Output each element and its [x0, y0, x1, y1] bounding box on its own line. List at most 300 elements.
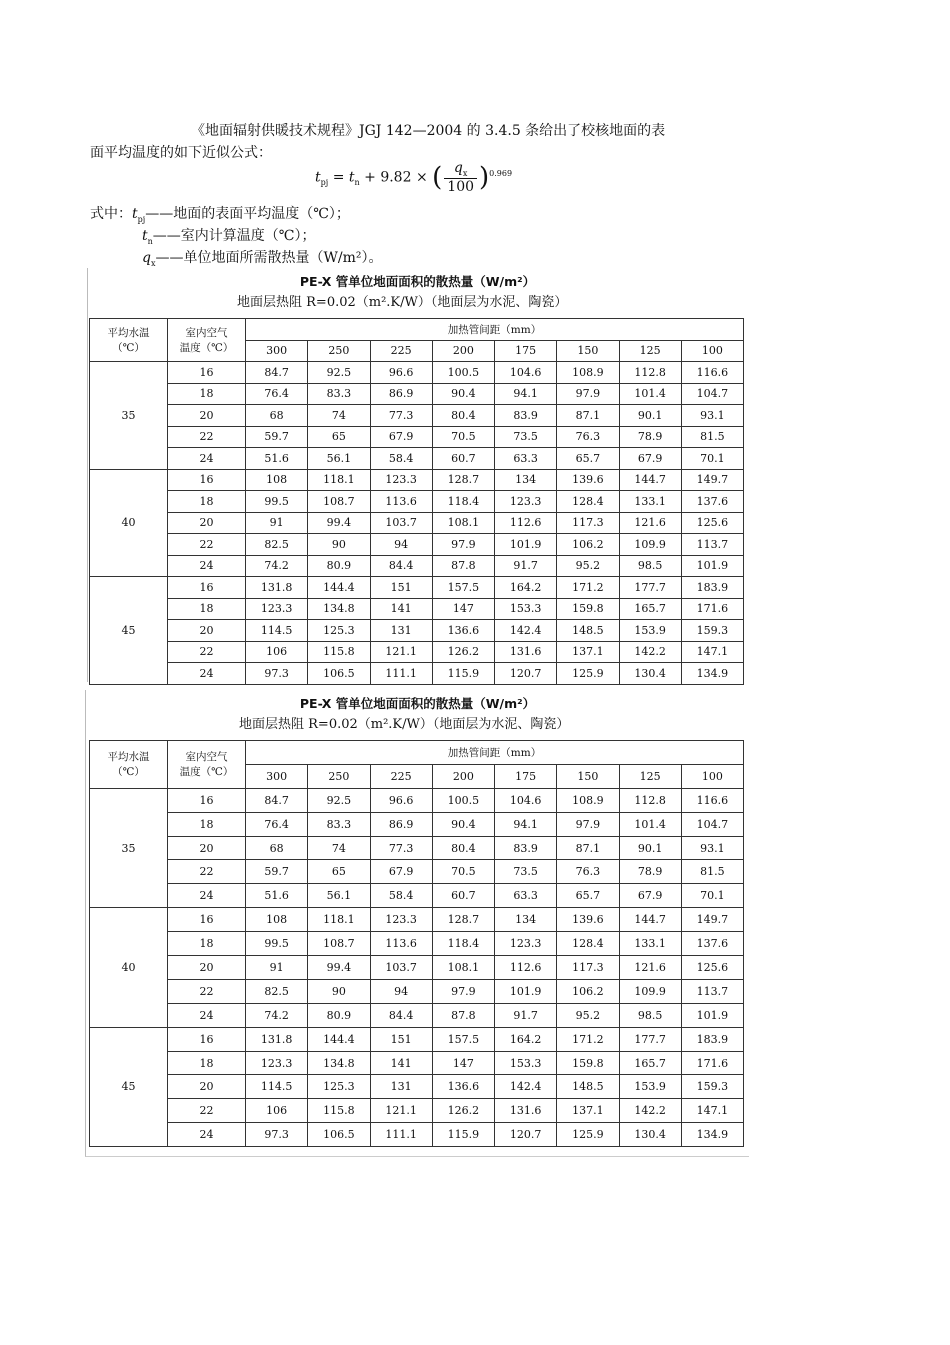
- heat-value-cell: 104.6: [495, 362, 557, 384]
- definition-symbol-sub: x: [150, 258, 156, 268]
- heat-value-cell: 101.9: [681, 1003, 743, 1027]
- heat-value-cell: 84.4: [370, 555, 432, 577]
- heat-value-cell: 109.9: [619, 979, 681, 1003]
- table-row: [90, 932, 744, 956]
- heat-value-cell: 118.1: [308, 908, 370, 932]
- table-row: [90, 1099, 744, 1123]
- heat-value-cell: 157.5: [432, 1027, 494, 1051]
- heat-value-cell: 67.9: [370, 426, 432, 448]
- heat-value-cell: 90.4: [432, 383, 494, 405]
- heat-value-cell: 90.1: [619, 836, 681, 860]
- heat-value-cell: 117.3: [557, 512, 619, 534]
- heat-value-cell: 159.3: [681, 620, 743, 642]
- heat-value-cell: 98.5: [619, 555, 681, 577]
- heat-value-cell: 99.5: [246, 932, 308, 956]
- heat-value-cell: 147.1: [681, 1099, 743, 1123]
- heat-value-cell: 106.2: [557, 534, 619, 556]
- spacing-header-cell: 175: [495, 764, 557, 788]
- table-row: [90, 1075, 744, 1099]
- table-row: [90, 491, 744, 513]
- heat-value-cell: 108.1: [432, 956, 494, 980]
- heat-value-cell: 84.7: [246, 788, 308, 812]
- air-temp-cell: 16: [168, 788, 246, 812]
- heat-value-cell: 108.9: [557, 788, 619, 812]
- heat-value-cell: 141: [370, 1051, 432, 1075]
- heat-value-cell: 123.3: [246, 1051, 308, 1075]
- heat-value-cell: 95.2: [557, 1003, 619, 1027]
- table-row: [90, 534, 744, 556]
- table-row: [90, 405, 744, 427]
- heat-value-cell: 131.8: [246, 1027, 308, 1051]
- table-row: [90, 956, 744, 980]
- heat-value-cell: 100.5: [432, 788, 494, 812]
- heat-value-cell: 108: [246, 469, 308, 491]
- heat-value-cell: 97.9: [432, 534, 494, 556]
- heat-value-cell: 80.4: [432, 405, 494, 427]
- heat-value-cell: 76.4: [246, 383, 308, 405]
- heat-value-cell: 153.9: [619, 620, 681, 642]
- heat-value-cell: 151: [370, 1027, 432, 1051]
- heat-value-cell: 65.7: [557, 448, 619, 470]
- heat-value-cell: 67.9: [370, 860, 432, 884]
- air-temp-cell: 18: [168, 491, 246, 513]
- header-air-temp: [168, 319, 246, 362]
- header-air-temp-label: 室内空气: [185, 751, 228, 764]
- heat-value-cell: 81.5: [681, 426, 743, 448]
- formula-fraction: [444, 160, 477, 195]
- table-row: [90, 598, 744, 620]
- formula-eq: =: [328, 169, 349, 186]
- air-temp-cell: 18: [168, 383, 246, 405]
- heat-value-cell: 177.7: [619, 577, 681, 599]
- heat-value-cell: 134.8: [308, 598, 370, 620]
- heat-value-cell: 101.4: [619, 383, 681, 405]
- heat-value-cell: 148.5: [557, 620, 619, 642]
- table-row: [90, 469, 744, 491]
- heat-value-cell: 82.5: [246, 534, 308, 556]
- table-row: [90, 426, 744, 448]
- heat-value-cell: 125.6: [681, 512, 743, 534]
- heat-value-cell: 100.5: [432, 362, 494, 384]
- spacing-header-cell: 300: [246, 340, 308, 362]
- table-row: [90, 663, 744, 685]
- spacing-header-cell: 125: [619, 340, 681, 362]
- heat-value-cell: 94: [370, 979, 432, 1003]
- heat-value-cell: 98.5: [619, 1003, 681, 1027]
- heat-value-cell: 183.9: [681, 577, 743, 599]
- heat-value-cell: 123.3: [370, 908, 432, 932]
- table-row: [90, 577, 744, 599]
- formula-lhs: t: [315, 169, 321, 186]
- heat-value-cell: 164.2: [495, 577, 557, 599]
- spacing-header-cell: 150: [557, 764, 619, 788]
- water-temp-cell: 45: [90, 577, 168, 685]
- heat-value-cell: 104.6: [495, 788, 557, 812]
- heat-value-cell: 81.5: [681, 860, 743, 884]
- formula-numerator: [444, 160, 477, 179]
- heat-value-cell: 101.4: [619, 812, 681, 836]
- heat-value-cell: 60.7: [432, 448, 494, 470]
- heat-value-cell: 84.7: [246, 362, 308, 384]
- heat-value-cell: 58.4: [370, 884, 432, 908]
- spacing-header-cell: 175: [495, 340, 557, 362]
- heat-value-cell: 136.6: [432, 1075, 494, 1099]
- table-row: [90, 383, 744, 405]
- formula-lhs-sub: pj: [320, 178, 329, 188]
- heat-value-cell: 92.5: [308, 362, 370, 384]
- heat-value-cell: 77.3: [370, 405, 432, 427]
- heat-value-cell: 97.9: [432, 979, 494, 1003]
- header-water-temp: [90, 741, 168, 789]
- water-temp-cell: 40: [90, 908, 168, 1027]
- heat-value-cell: 134.8: [308, 1051, 370, 1075]
- heat-value-cell: 74: [308, 405, 370, 427]
- heat-value-cell: 137.6: [681, 491, 743, 513]
- table-subtitle: 地面层热阻 R=0.02（m².K/W）（地面层为水泥、陶瓷）: [237, 295, 568, 310]
- air-temp-cell: 20: [168, 836, 246, 860]
- heat-value-cell: 112.8: [619, 362, 681, 384]
- air-temp-cell: 16: [168, 362, 246, 384]
- header-air-temp-unit: 温度（℃）: [179, 766, 234, 779]
- heat-value-cell: 97.9: [557, 383, 619, 405]
- heat-value-cell: 94: [370, 534, 432, 556]
- table-row: [90, 1027, 744, 1051]
- heat-value-cell: 76.4: [246, 812, 308, 836]
- formula-t: t: [348, 169, 355, 186]
- heat-value-cell: 91.7: [495, 1003, 557, 1027]
- definition-symbol-sub: pj: [137, 214, 146, 224]
- heat-value-cell: 116.6: [681, 788, 743, 812]
- air-temp-cell: 24: [168, 448, 246, 470]
- heat-value-cell: 144.7: [619, 908, 681, 932]
- air-temp-cell: 18: [168, 598, 246, 620]
- spacing-header-cell: 200: [432, 340, 494, 362]
- heat-value-cell: 59.7: [246, 426, 308, 448]
- definition-text: ——室内计算温度（℃）；: [152, 228, 316, 244]
- heat-value-cell: 123.3: [246, 598, 308, 620]
- heat-value-cell: 101.9: [495, 534, 557, 556]
- heat-value-cell: 149.7: [681, 469, 743, 491]
- heat-value-cell: 92.5: [308, 788, 370, 812]
- heat-value-cell: 115.8: [308, 1099, 370, 1123]
- heat-value-cell: 91: [246, 956, 308, 980]
- heat-value-cell: 51.6: [246, 448, 308, 470]
- heat-value-cell: 83.9: [495, 405, 557, 427]
- heat-value-cell: 76.3: [557, 860, 619, 884]
- heat-value-cell: 106: [246, 641, 308, 663]
- heat-value-cell: 90: [308, 979, 370, 1003]
- definition-prefix: 式中：: [90, 206, 132, 222]
- air-temp-cell: 22: [168, 426, 246, 448]
- heat-value-cell: 73.5: [495, 860, 557, 884]
- heat-value-cell: 123.3: [495, 491, 557, 513]
- heat-value-cell: 80.9: [308, 555, 370, 577]
- water-temp-cell: 40: [90, 469, 168, 577]
- heat-value-cell: 116.6: [681, 362, 743, 384]
- spacing-header-cell: 100: [681, 340, 743, 362]
- heat-value-cell: 125.6: [681, 956, 743, 980]
- table-row: [90, 512, 744, 534]
- heat-value-cell: 137.6: [681, 932, 743, 956]
- heat-value-cell: 151: [370, 577, 432, 599]
- table-row: [90, 555, 744, 577]
- heat-value-cell: 171.6: [681, 1051, 743, 1075]
- heat-value-cell: 83.3: [308, 383, 370, 405]
- air-temp-cell: 20: [168, 1075, 246, 1099]
- heat-value-cell: 59.7: [246, 860, 308, 884]
- heat-value-cell: 113.6: [370, 491, 432, 513]
- heat-value-cell: 70.1: [681, 448, 743, 470]
- formula-paren-close: ): [479, 162, 490, 193]
- heat-value-cell: 70.5: [432, 860, 494, 884]
- air-temp-cell: 16: [168, 469, 246, 491]
- header-air-temp: [168, 741, 246, 789]
- air-temp-cell: 24: [168, 884, 246, 908]
- heat-value-cell: 153.3: [495, 598, 557, 620]
- heat-value-cell: 87.8: [432, 555, 494, 577]
- heat-value-cell: 94.1: [495, 812, 557, 836]
- water-temp-cell: 35: [90, 788, 168, 907]
- table-row: [90, 620, 744, 642]
- heat-value-cell: 121.1: [370, 1099, 432, 1123]
- air-temp-cell: 18: [168, 812, 246, 836]
- heat-value-cell: 159.8: [557, 1051, 619, 1075]
- heat-value-cell: 112.6: [495, 512, 557, 534]
- heat-value-cell: 131.6: [495, 1099, 557, 1123]
- definition-symbol: t: [132, 206, 138, 222]
- heat-value-cell: 99.4: [308, 512, 370, 534]
- definition-symbol: t: [142, 228, 148, 244]
- formula-exponent: 0.969: [489, 168, 513, 178]
- heat-value-cell: 125.3: [308, 1075, 370, 1099]
- heat-value-cell: 141: [370, 598, 432, 620]
- heat-value-cell: 134: [495, 469, 557, 491]
- heat-value-cell: 101.9: [681, 555, 743, 577]
- heat-value-cell: 120.7: [495, 663, 557, 685]
- heat-value-cell: 149.7: [681, 908, 743, 932]
- heat-value-cell: 90.1: [619, 405, 681, 427]
- spacing-header-cell: 150: [557, 340, 619, 362]
- heat-value-cell: 128.7: [432, 469, 494, 491]
- heat-value-cell: 118.4: [432, 491, 494, 513]
- heat-value-cell: 144.7: [619, 469, 681, 491]
- heat-value-cell: 84.4: [370, 1003, 432, 1027]
- air-temp-cell: 20: [168, 620, 246, 642]
- heat-value-cell: 139.6: [557, 469, 619, 491]
- header-spacing: 加热管间距（mm）: [246, 319, 744, 341]
- air-temp-cell: 22: [168, 860, 246, 884]
- table-row: [90, 860, 744, 884]
- spacing-header-cell: 200: [432, 764, 494, 788]
- table-row: [90, 1051, 744, 1075]
- heat-value-cell: 142.2: [619, 641, 681, 663]
- table-row: [90, 979, 744, 1003]
- formula-paren-open: (: [432, 162, 443, 193]
- heat-value-cell: 65.7: [557, 884, 619, 908]
- heat-value-cell: 108.9: [557, 362, 619, 384]
- heat-value-cell: 109.9: [619, 534, 681, 556]
- heat-value-cell: 91: [246, 512, 308, 534]
- air-temp-cell: 16: [168, 908, 246, 932]
- heat-value-cell: 144.4: [308, 577, 370, 599]
- air-temp-cell: 24: [168, 1123, 246, 1147]
- air-temp-cell: 22: [168, 534, 246, 556]
- air-temp-cell: 20: [168, 512, 246, 534]
- heat-value-cell: 58.4: [370, 448, 432, 470]
- air-temp-cell: 24: [168, 1003, 246, 1027]
- heat-value-cell: 137.1: [557, 641, 619, 663]
- heat-value-cell: 131.8: [246, 577, 308, 599]
- air-temp-cell: 16: [168, 1027, 246, 1051]
- heat-value-cell: 106.5: [308, 1123, 370, 1147]
- heat-value-cell: 115.9: [432, 1123, 494, 1147]
- heat-table-1: [87, 272, 748, 685]
- table-row: [90, 908, 744, 932]
- water-temp-cell: 35: [90, 362, 168, 470]
- heat-value-cell: 157.5: [432, 577, 494, 599]
- air-temp-cell: 18: [168, 932, 246, 956]
- heat-value-cell: 80.4: [432, 836, 494, 860]
- heat-value-cell: 139.6: [557, 908, 619, 932]
- heat-value-cell: 51.6: [246, 884, 308, 908]
- table-row: [90, 641, 744, 663]
- heat-value-cell: 142.4: [495, 1075, 557, 1099]
- intro-line-1: 《地面辐射供暖技术规程》JGJ 142—2004 的 3.4.5 条给出了校核地面的表: [191, 123, 666, 139]
- heat-value-cell: 165.7: [619, 1051, 681, 1075]
- heat-value-cell: 136.6: [432, 620, 494, 642]
- heat-value-cell: 78.9: [619, 860, 681, 884]
- table-row: [90, 884, 744, 908]
- heat-value-cell: 106: [246, 1099, 308, 1123]
- heat-value-cell: 125.9: [557, 663, 619, 685]
- spacing-header-cell: 125: [619, 764, 681, 788]
- heat-value-cell: 74: [308, 836, 370, 860]
- heat-value-cell: 73.5: [495, 426, 557, 448]
- heat-value-cell: 90.4: [432, 812, 494, 836]
- heat-value-cell: 70.1: [681, 884, 743, 908]
- heat-value-cell: 67.9: [619, 884, 681, 908]
- formula-num-sub: x: [462, 168, 468, 178]
- heat-value-cell: 120.7: [495, 1123, 557, 1147]
- table-subtitle: 地面层热阻 R=0.02（m².K/W）（地面层为水泥、陶瓷）: [239, 717, 570, 732]
- table-title: PE-X 管单位地面面积的散热量（W/m²）: [299, 696, 536, 711]
- formula: [315, 160, 635, 200]
- heat-value-cell: 96.6: [370, 362, 432, 384]
- air-temp-cell: 16: [168, 577, 246, 599]
- table-row: [90, 1003, 744, 1027]
- definition-text: ——地面的表面平均温度（℃）；: [145, 206, 350, 222]
- heat-value-cell: 137.1: [557, 1099, 619, 1123]
- heat-value-cell: 108.7: [308, 932, 370, 956]
- air-temp-cell: 24: [168, 663, 246, 685]
- heat-value-cell: 76.3: [557, 426, 619, 448]
- heat-value-cell: 86.9: [370, 812, 432, 836]
- heat-value-cell: 65: [308, 860, 370, 884]
- table-row: [90, 836, 744, 860]
- heat-value-cell: 74.2: [246, 1003, 308, 1027]
- formula-num-sym: q: [453, 160, 463, 176]
- heat-value-cell: 117.3: [557, 956, 619, 980]
- heat-value-cell: 56.1: [308, 884, 370, 908]
- formula-plus: + 9.82 ×: [359, 169, 433, 186]
- data-table: [89, 740, 744, 1147]
- heat-value-cell: 111.1: [370, 1123, 432, 1147]
- heat-value-cell: 131.6: [495, 641, 557, 663]
- heat-value-cell: 82.5: [246, 979, 308, 1003]
- header-water-temp-label: 平均水温: [107, 751, 150, 764]
- heat-value-cell: 111.1: [370, 663, 432, 685]
- heat-value-cell: 134.9: [681, 663, 743, 685]
- heat-value-cell: 87.8: [432, 1003, 494, 1027]
- spacing-header-cell: 250: [308, 340, 370, 362]
- heat-value-cell: 103.7: [370, 956, 432, 980]
- heat-value-cell: 63.3: [495, 448, 557, 470]
- spacing-header-cell: 300: [246, 764, 308, 788]
- heat-value-cell: 101.9: [495, 979, 557, 1003]
- heat-value-cell: 99.5: [246, 491, 308, 513]
- heat-value-cell: 94.1: [495, 383, 557, 405]
- header-spacing: 加热管间距（mm）: [246, 741, 744, 765]
- heat-value-cell: 125.3: [308, 620, 370, 642]
- definition-symbol-sub: n: [147, 236, 153, 246]
- heat-value-cell: 87.1: [557, 836, 619, 860]
- heat-value-cell: 56.1: [308, 448, 370, 470]
- heat-value-cell: 126.2: [432, 641, 494, 663]
- heat-value-cell: 115.8: [308, 641, 370, 663]
- heat-value-cell: 121.6: [619, 956, 681, 980]
- definition-3: [142, 247, 382, 268]
- heat-value-cell: 108.7: [308, 491, 370, 513]
- heat-value-cell: 126.2: [432, 1099, 494, 1123]
- heat-value-cell: 60.7: [432, 884, 494, 908]
- heat-value-cell: 128.4: [557, 932, 619, 956]
- heat-value-cell: 65: [308, 426, 370, 448]
- water-temp-cell: 45: [90, 1027, 168, 1146]
- air-temp-cell: 20: [168, 956, 246, 980]
- heat-value-cell: 97.3: [246, 1123, 308, 1147]
- heat-value-cell: 97.9: [557, 812, 619, 836]
- heat-value-cell: 133.1: [619, 932, 681, 956]
- heat-value-cell: 93.1: [681, 836, 743, 860]
- heat-value-cell: 121.6: [619, 512, 681, 534]
- heat-value-cell: 114.5: [246, 1075, 308, 1099]
- heat-value-cell: 90: [308, 534, 370, 556]
- definition-text: ——单位地面所需散热量（W/m²）。: [155, 250, 383, 266]
- formula-t-sub: n: [354, 178, 360, 188]
- definition-symbol: q: [142, 250, 151, 266]
- heat-value-cell: 130.4: [619, 1123, 681, 1147]
- table-body: [90, 362, 744, 685]
- heat-value-cell: 128.4: [557, 491, 619, 513]
- heat-value-cell: 183.9: [681, 1027, 743, 1051]
- heat-value-cell: 106.5: [308, 663, 370, 685]
- heat-value-cell: 108: [246, 908, 308, 932]
- header-water-temp-unit: （℃）: [112, 766, 145, 779]
- heat-value-cell: 103.7: [370, 512, 432, 534]
- spacing-header-cell: 100: [681, 764, 743, 788]
- header-air-temp-label: 室内空气: [185, 327, 228, 339]
- heat-value-cell: 131: [370, 1075, 432, 1099]
- table-row: [90, 362, 744, 384]
- heat-value-cell: 148.5: [557, 1075, 619, 1099]
- intro-line-2: 面平均温度的如下近似公式：: [90, 145, 272, 161]
- heat-value-cell: 128.7: [432, 908, 494, 932]
- heat-value-cell: 147: [432, 1051, 494, 1075]
- heat-value-cell: 67.9: [619, 448, 681, 470]
- table-row: [90, 1123, 744, 1147]
- heat-value-cell: 68: [246, 405, 308, 427]
- heat-value-cell: 144.4: [308, 1027, 370, 1051]
